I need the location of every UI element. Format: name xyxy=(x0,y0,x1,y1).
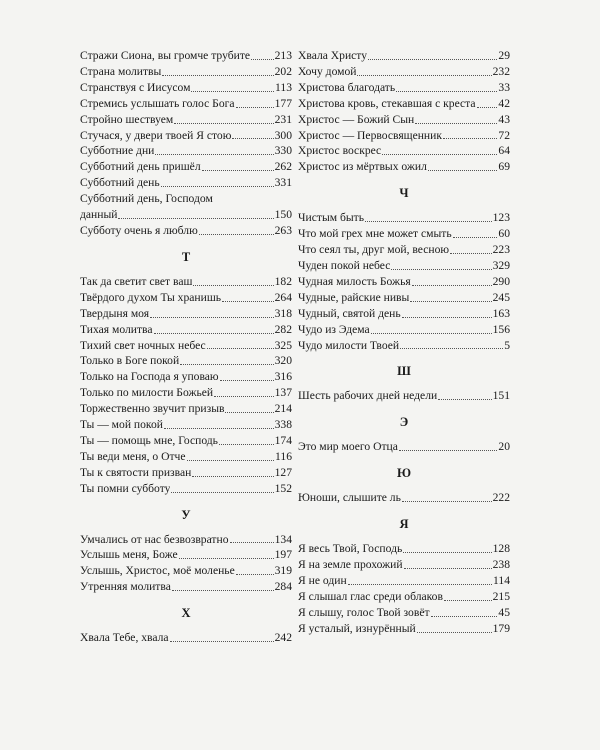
entry-title: Странствуя с Иисусом xyxy=(80,80,191,94)
index-entry xyxy=(80,322,292,338)
dot-leader xyxy=(191,91,274,92)
index-entry xyxy=(298,306,510,322)
section-letter-header: Ш xyxy=(397,364,411,379)
index-entry xyxy=(298,557,510,573)
entry-page-number: 238 xyxy=(492,558,510,572)
entry-title: Ты к святости призван xyxy=(80,465,192,479)
index-entry xyxy=(80,532,292,548)
index-entry xyxy=(80,290,292,306)
entry-page-number: 179 xyxy=(492,621,510,635)
index-entry xyxy=(298,226,510,242)
section-letter-header: Ч xyxy=(399,186,409,201)
index-entry xyxy=(80,579,292,595)
index-entry xyxy=(298,258,510,274)
index-entry xyxy=(298,573,510,589)
index-entry xyxy=(298,48,510,64)
entry-title: Чистым быть xyxy=(298,211,365,225)
entry-page-number: 43 xyxy=(498,112,510,126)
entry-title: Шесть рабочих дней недели xyxy=(298,389,438,403)
dot-leader xyxy=(170,641,274,642)
dot-leader xyxy=(402,501,492,502)
dot-leader xyxy=(154,333,274,334)
index-column-left xyxy=(80,48,292,646)
entry-page-number: 152 xyxy=(274,481,292,495)
entry-page-number: 282 xyxy=(274,322,292,336)
entry-page-number: 215 xyxy=(492,589,510,603)
entry-title: Утренняя молитва xyxy=(80,580,171,594)
dot-leader xyxy=(403,552,491,553)
entry-title: Ты — помощь мне, Господь xyxy=(80,433,218,447)
entry-title: Услышь, Христос, моё моленье xyxy=(80,564,235,578)
dot-leader xyxy=(382,154,497,155)
dot-leader xyxy=(179,558,274,559)
dot-leader xyxy=(232,138,273,139)
dot-leader xyxy=(402,317,492,318)
entry-page-number: 163 xyxy=(492,306,510,320)
index-entry xyxy=(80,433,292,449)
index-entry xyxy=(298,322,510,338)
dot-leader xyxy=(214,396,274,397)
entry-page-number: 231 xyxy=(274,112,292,126)
entry-page-number: 29 xyxy=(498,49,510,62)
entry-title: Торжественно звучит призыв xyxy=(80,402,225,416)
entry-page-number: 300 xyxy=(274,128,292,142)
entry-page-number: 72 xyxy=(498,128,510,142)
dot-leader xyxy=(453,237,498,238)
entry-title: Тихая молитва xyxy=(80,322,153,336)
entry-page-number: 338 xyxy=(274,418,292,432)
entry-title: Только на Господа я уповаю xyxy=(80,370,219,384)
dot-leader xyxy=(396,91,497,92)
entry-page-number: 60 xyxy=(498,227,510,241)
dot-leader xyxy=(230,542,274,543)
dot-leader xyxy=(428,170,497,171)
entry-page-number: 150 xyxy=(274,208,292,222)
entry-title: Только по милости Божьей xyxy=(80,386,214,400)
section-letter-header: Ю xyxy=(396,466,412,481)
section-letter-header: Э xyxy=(399,415,409,430)
entry-title: Только в Боге покой xyxy=(80,354,180,368)
dot-leader xyxy=(365,221,492,222)
dot-leader xyxy=(412,285,492,286)
dot-leader xyxy=(400,348,503,349)
entry-page-number: 116 xyxy=(275,449,292,463)
index-entry xyxy=(80,563,292,579)
entry-page-number: 284 xyxy=(274,580,292,594)
index-entry xyxy=(298,605,510,621)
entry-page-number: 156 xyxy=(492,322,510,336)
entry-title: Христос — Первосвященник xyxy=(298,128,442,142)
dot-leader xyxy=(357,75,491,76)
entry-title: Христос из мёртвых ожил xyxy=(298,160,427,174)
index-entry xyxy=(80,112,292,128)
index-entry xyxy=(80,191,292,223)
entry-title: Субботние дни xyxy=(80,144,155,158)
index-entry xyxy=(298,112,510,128)
entry-page-number: 5 xyxy=(504,338,510,352)
entry-title: Ты веди меня, о Отче xyxy=(80,449,186,463)
entry-title: Я на земле прохожий xyxy=(298,558,403,572)
entry-title: Стражи Сиона, вы громче трубите xyxy=(80,49,251,62)
entry-page-number: 64 xyxy=(498,144,510,158)
entry-title: Это мир моего Отца xyxy=(298,440,398,454)
entry-page-number: 137 xyxy=(274,386,292,400)
dot-leader xyxy=(207,348,274,349)
entry-title: Чудо из Эдема xyxy=(298,322,370,336)
dot-leader xyxy=(193,285,273,286)
index-entry xyxy=(80,80,292,96)
entry-title: Что сеял ты, друг мой, весною xyxy=(298,243,450,257)
dot-leader xyxy=(391,269,491,270)
index-entry xyxy=(80,143,292,159)
index-entry xyxy=(80,449,292,465)
entry-page-number: 290 xyxy=(492,274,510,288)
entry-page-number: 213 xyxy=(274,49,292,62)
entry-page-number: 20 xyxy=(498,440,510,454)
entry-page-number: 325 xyxy=(274,338,292,352)
dot-leader xyxy=(174,123,273,124)
entry-title: Хвала Христу xyxy=(298,49,368,62)
dot-leader xyxy=(150,317,274,318)
entry-page-number: 223 xyxy=(492,243,510,257)
index-entry xyxy=(80,306,292,322)
entry-title: Так да светит свет ваш xyxy=(80,274,193,288)
index-entry xyxy=(80,465,292,481)
entry-title: Ты — мой покой xyxy=(80,418,163,432)
index-entry xyxy=(298,242,510,258)
index-entry xyxy=(298,210,510,226)
dot-leader xyxy=(225,412,273,413)
dot-leader xyxy=(251,59,274,60)
entry-title: Христова благодать xyxy=(298,80,396,94)
entry-title: Субботний день xyxy=(80,176,160,190)
entry-title: Умчались от нас безвозвратно xyxy=(80,532,229,546)
entry-page-number: 197 xyxy=(274,548,292,562)
index-entry xyxy=(80,274,292,290)
entry-title-continuation: данный xyxy=(80,208,118,222)
entry-title: Христова кровь, стекавшая с креста xyxy=(298,96,476,110)
index-entry xyxy=(80,48,292,64)
index-entry xyxy=(80,353,292,369)
entry-page-number: 316 xyxy=(274,370,292,384)
entry-page-number: 329 xyxy=(492,258,510,272)
index-entry xyxy=(80,369,292,385)
entry-page-number: 222 xyxy=(492,491,510,505)
entry-title: Субботний день, Господом xyxy=(80,192,213,206)
entry-page-number: 264 xyxy=(274,290,292,304)
entry-title: Твёрдого духом Ты хранишь xyxy=(80,290,222,304)
entry-page-number: 127 xyxy=(274,465,292,479)
index-entry xyxy=(298,621,510,637)
entry-page-number: 33 xyxy=(498,80,510,94)
entry-page-number: 182 xyxy=(274,274,292,288)
index-entry xyxy=(80,417,292,433)
index-entry xyxy=(80,223,292,239)
entry-title: Христос воскрес xyxy=(298,144,382,158)
entry-page-number: 134 xyxy=(274,532,292,546)
dot-leader xyxy=(443,138,497,139)
dot-leader xyxy=(431,616,498,617)
dot-leader xyxy=(236,107,274,108)
entry-title: Хвала Тебе, хвала xyxy=(80,631,169,645)
entry-page-number: 123 xyxy=(492,211,510,225)
dot-leader xyxy=(410,301,491,302)
entry-title: Стремись услышать голос Бога xyxy=(80,96,235,110)
dot-leader xyxy=(219,444,274,445)
entry-title: Субботний день пришёл xyxy=(80,160,201,174)
entry-page-number: 69 xyxy=(498,160,510,174)
section-letter-header: Я xyxy=(399,517,409,532)
index-entry xyxy=(298,439,510,455)
dot-leader xyxy=(368,59,497,60)
entry-page-number: 174 xyxy=(274,433,292,447)
dot-leader xyxy=(118,218,273,219)
index-entry xyxy=(80,385,292,401)
entry-title: Страна молитвы xyxy=(80,64,162,78)
entry-title: Тихий свет ночных небес xyxy=(80,338,206,352)
section-letter-header: Х xyxy=(181,606,191,621)
entry-page-number: 331 xyxy=(274,176,292,190)
entry-page-number: 177 xyxy=(274,96,292,110)
index-entry xyxy=(298,589,510,605)
dot-leader xyxy=(180,364,273,365)
dot-leader xyxy=(348,584,492,585)
dot-leader xyxy=(404,568,492,569)
dot-leader xyxy=(161,186,274,187)
entry-title: Хочу домой xyxy=(298,64,357,78)
entry-title: Я весь Твой, Господь xyxy=(298,542,403,556)
index-entry xyxy=(298,290,510,306)
index-entry xyxy=(80,630,292,646)
dot-leader xyxy=(192,476,273,477)
entry-title: Услышь меня, Боже xyxy=(80,548,178,562)
entry-page-number: 262 xyxy=(274,160,292,174)
entry-page-number: 113 xyxy=(275,80,292,94)
index-entry xyxy=(298,64,510,80)
section-letter-header: Т xyxy=(181,249,191,264)
entry-page-number: 318 xyxy=(274,306,292,320)
entry-title: Ты помни субботу xyxy=(80,481,171,495)
entry-page-number: 245 xyxy=(492,290,510,304)
index-entry xyxy=(298,159,510,175)
dot-leader xyxy=(415,123,497,124)
index-entry xyxy=(298,80,510,96)
dot-leader xyxy=(171,492,273,493)
entry-page-number: 42 xyxy=(498,96,510,110)
index-entry xyxy=(298,96,510,112)
index-entry xyxy=(298,490,510,506)
dot-leader xyxy=(236,574,274,575)
dot-leader xyxy=(477,107,498,108)
dot-leader xyxy=(199,234,274,235)
dot-leader xyxy=(438,399,491,400)
dot-leader xyxy=(187,460,275,461)
index-entry xyxy=(298,143,510,159)
index-entry xyxy=(80,338,292,354)
entry-title: Христос — Божий Сын xyxy=(298,112,415,126)
dot-leader xyxy=(444,600,492,601)
entry-title: Чудный, святой день xyxy=(298,306,401,320)
dot-leader xyxy=(220,380,274,381)
entry-title: Твердыня моя xyxy=(80,306,150,320)
entry-page-number: 202 xyxy=(274,64,292,78)
index-entry xyxy=(298,274,510,290)
index-entry xyxy=(298,541,510,557)
dot-leader xyxy=(155,154,273,155)
entry-title: Чуден покой небес xyxy=(298,258,391,272)
entry-title: Я слышал глас среди облаков xyxy=(298,589,443,603)
dot-leader xyxy=(450,253,492,254)
entry-page-number: 45 xyxy=(498,605,510,619)
entry-title: Чудные, райские нивы xyxy=(298,290,410,304)
dot-leader xyxy=(222,301,274,302)
entry-title: Я усталый, изнурённый xyxy=(298,621,416,635)
index-entry xyxy=(80,401,292,417)
index-entry xyxy=(80,128,292,144)
entry-page-number: 151 xyxy=(492,389,510,403)
entry-page-number: 242 xyxy=(274,631,292,645)
dot-leader xyxy=(164,428,274,429)
entry-title: Я не один xyxy=(298,573,347,587)
index-entry xyxy=(80,175,292,191)
index-entry xyxy=(80,64,292,80)
entry-page-number: 114 xyxy=(493,573,510,587)
entry-title: Стучася, у двери твоей Я стою xyxy=(80,128,232,142)
dot-leader xyxy=(371,333,492,334)
entry-title: Чудная милость Божья xyxy=(298,274,411,288)
index-entry xyxy=(298,128,510,144)
index-entry xyxy=(80,96,292,112)
dot-leader xyxy=(162,75,273,76)
entry-page-number: 263 xyxy=(274,223,292,237)
dot-leader xyxy=(202,170,274,171)
entry-title: Юноши, слышите ль xyxy=(298,491,401,505)
index-entry xyxy=(298,388,510,404)
index-entry xyxy=(80,159,292,175)
index-column-right xyxy=(298,48,510,637)
entry-page-number: 319 xyxy=(274,564,292,578)
index-entry xyxy=(80,547,292,563)
entry-title: Чудо милости Твоей xyxy=(298,338,400,352)
dot-leader xyxy=(417,632,492,633)
entry-title: Стройно шествуем xyxy=(80,112,174,126)
entry-page-number: 128 xyxy=(492,542,510,556)
dot-leader xyxy=(172,590,274,591)
entry-page-number: 330 xyxy=(274,144,292,158)
entry-page-number: 214 xyxy=(274,402,292,416)
entry-title: Я слышу, голос Твой зовёт xyxy=(298,605,430,619)
dot-leader xyxy=(399,450,498,451)
entry-page-number: 232 xyxy=(492,64,510,78)
index-entry xyxy=(80,481,292,497)
entry-title: Субботу очень я люблю xyxy=(80,223,198,237)
index-entry xyxy=(298,338,510,354)
entry-title: Что мой грех мне может смыть xyxy=(298,227,452,241)
entry-page-number: 320 xyxy=(274,354,292,368)
section-letter-header: У xyxy=(181,507,191,522)
